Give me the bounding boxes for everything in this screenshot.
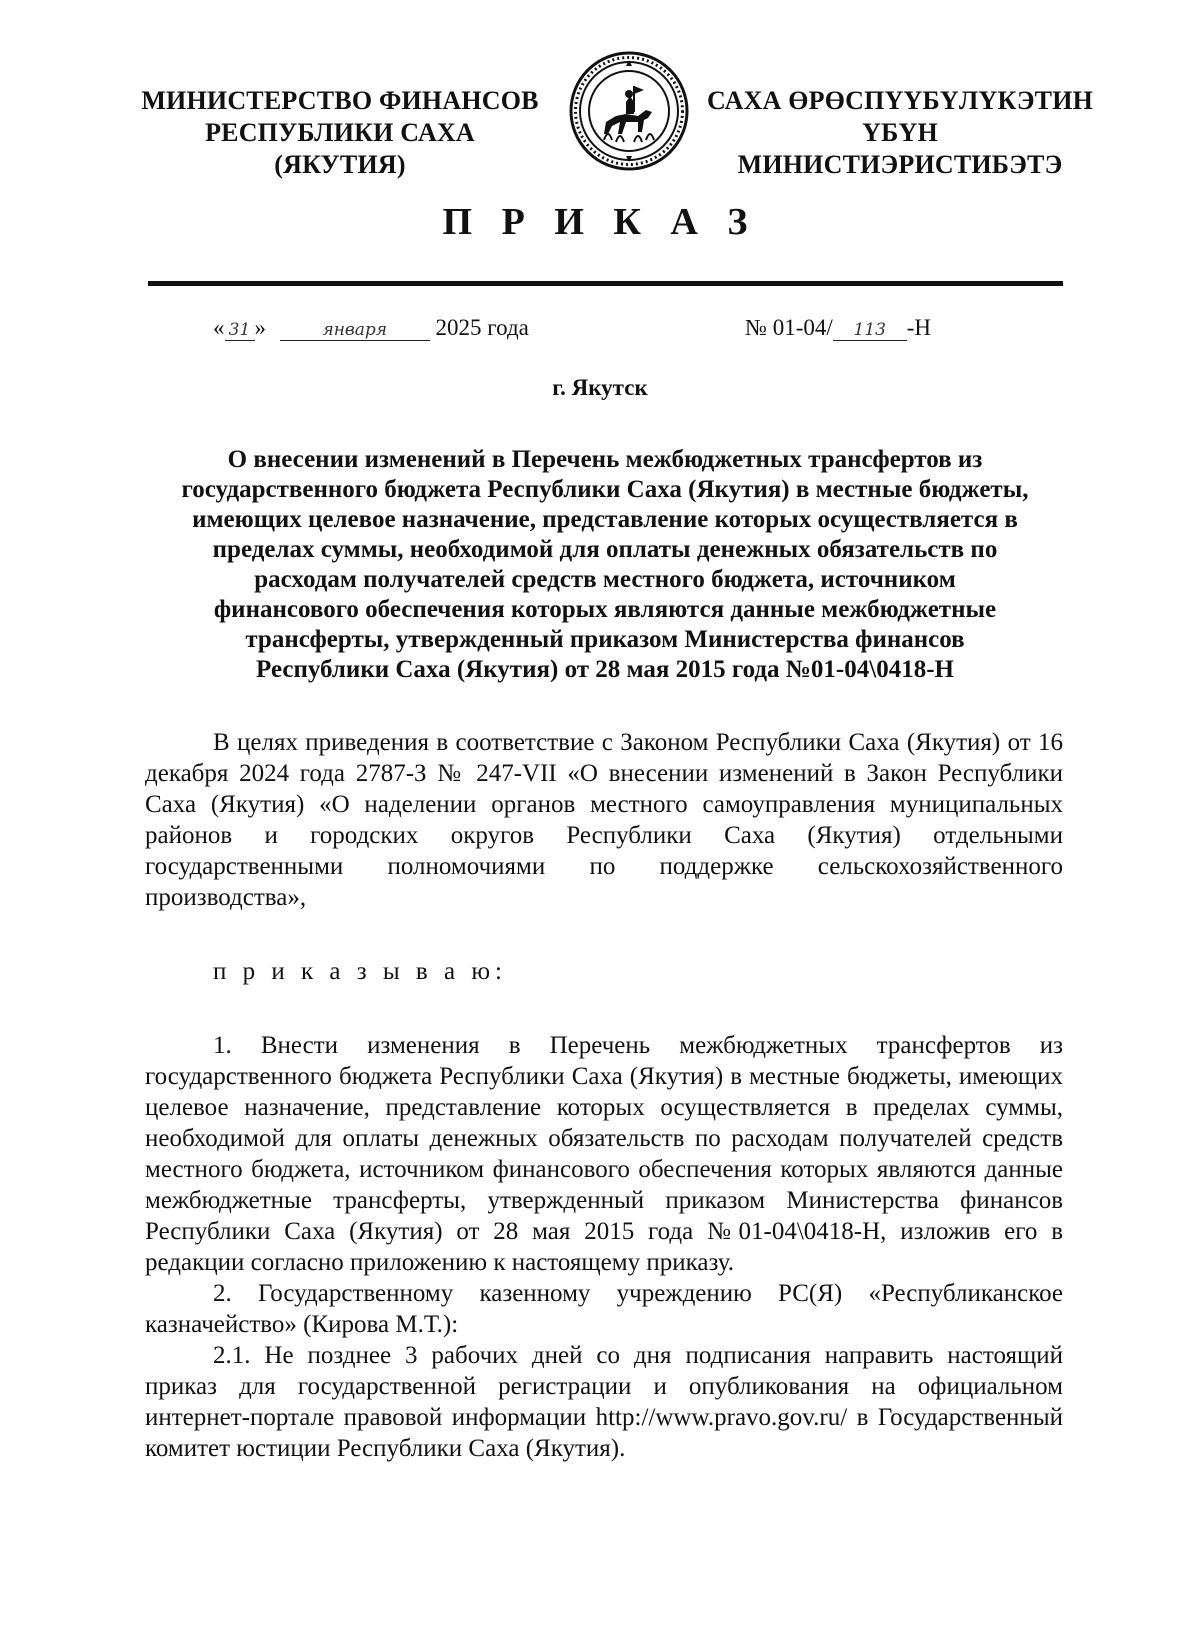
subject-line: пределах суммы, необходимой для оплаты денежных обязательств по — [212, 536, 998, 563]
ministry-name-ru-line1: МИНИСТЕРСТВО ФИНАНСОВ — [141, 86, 539, 115]
subject-line: Республики Саха (Якутия) от 28 мая 2015 года №01-04\0418-Н — [256, 656, 954, 683]
city: г. Якутск — [552, 375, 648, 400]
order-item-1: 1. Внести изменения в Перечень межбюджетных трансфертов из государственного бюджета Республики Саха (Якутия) в местные бюджеты, имеющих целевое назначение, представление которых осуществляется в пределах суммы, необходимой для оплаты денежных обязательств по расходам получателей средств местного бюджета, источником финансового обеспечения которых являются данные межбюджетные трансферты, утвержденный приказом Министерства финансов Республики Саха (Якутия) от 28 мая 2015 года №01-04\0418-Н, изложив его в редакции согласно приложению к настоящему приказу. — [145, 1032, 1063, 1276]
order-number — [745, 315, 931, 341]
order-item-2: 2. Государственному казенному учреждению РС(Я) «Республиканское казначейство» (Кирова М.Т.): — [145, 1280, 1063, 1338]
header-divider — [148, 281, 1063, 286]
subject-line: государственного бюджета Республики Саха (Якутия) в местные бюджеты, — [181, 476, 1029, 503]
subject-line: трансферты, утвержденный приказом Министерства финансов — [245, 626, 965, 653]
order-number-prefix: № 01-04/ — [745, 315, 833, 340]
order-word: п р и к а з ы в а ю: — [213, 958, 507, 985]
document-title: П Р И К А З — [442, 201, 758, 243]
ministry-name-sakha-line1: САХА ӨРӨСПҮҮБҮЛҮКЭТИН — [706, 86, 1094, 115]
order-date — [213, 315, 529, 341]
preamble-text: В целях приведения в соответствие с Законом Республики Саха (Якутия) от 16 декабря 2024 года 2787-З № 247-VII «О внесении изменений в Закон Республики Саха (Якутия) «О наделении органов местного самоуправления муниципальных районов и городских округов Республики Саха (Якутия) отдельными государственными полномочиями по поддержке сельскохозяйственного производства», — [145, 729, 1063, 911]
date-quote-open: « — [213, 315, 225, 340]
ministry-name-ru-line2: РЕСПУБЛИКИ САХА (ЯКУТИЯ) — [205, 118, 475, 179]
date-day: 31 — [225, 320, 255, 341]
order-number-suffix: -Н — [906, 315, 932, 340]
ministry-name-ru — [140, 85, 540, 181]
republic-emblem-icon — [568, 50, 690, 172]
date-month: января — [280, 320, 430, 341]
date-quote-close: » — [254, 315, 266, 340]
preamble-paragraph — [145, 727, 1063, 913]
ministry-name-sakha — [700, 85, 1100, 181]
date-year: 2025 года — [435, 315, 529, 340]
subject-line: имеющих целевое назначение, представление которых осуществляется в — [192, 506, 1018, 533]
subject-line: О внесении изменений в Перечень межбюджетных трансфертов из — [227, 446, 983, 473]
ministry-name-sakha-line2: ҮБҮН МИНИСТИЭРИСТИБЭТЭ — [737, 118, 1063, 179]
subject-line: финансового обеспечения которых являются данные межбюджетные — [213, 596, 997, 623]
order-item-2-1: 2.1. Не позднее 3 рабочих дней со дня подписания направить настоящий приказ для государственной регистрации и опубликования на официальном интернет-портале правовой информации http://www.pravo.gov.ru/ в Государственный комитет юстиции Республики Саха (Якутия). — [145, 1342, 1063, 1462]
order-subject — [145, 445, 1065, 685]
order-number-value: 113 — [833, 320, 907, 341]
order-items — [145, 1030, 1063, 1464]
subject-line: расходам получателей средств местного бюджета, источником — [254, 566, 956, 593]
